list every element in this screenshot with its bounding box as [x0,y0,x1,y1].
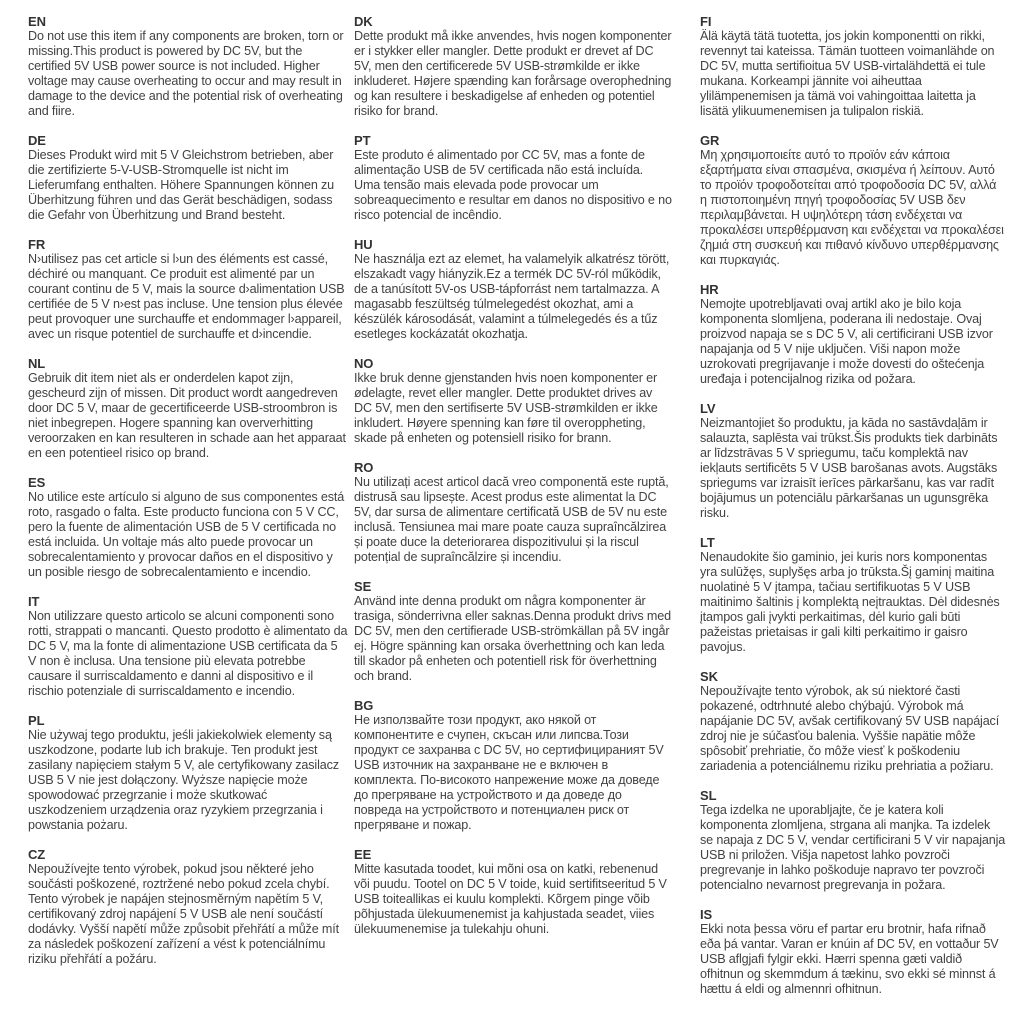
section-hu [354,237,672,342]
warning-text: Mitte kasutada toodet, kui mõni osa on katki, rebenenud või puudu. Tootel on DC 5 V toide, kuid sertifitseeritud 5 V USB toiteallikas ei kuulu komplekti. Kõrgem pinge võib põhjustada ülekuumenemist ja kahjustada seadet, viies ülekuumenemise ja tulekahju ohuni. [354,862,667,936]
section-lv [700,401,1006,521]
language-code: LT [700,535,715,550]
warning-text: Nepoužívejte tento výrobek, pokud jsou některé jeho součásti poškozené, roztržené nebo pokud zcela chybí. Tento výrobek je napájen stejnosměrným napětím 5 V, certifikovaný zdroj napájení 5 V USB ale není součástí dodávky. Vyšší napětí může způsobit přehřátí a může mít za následek poškození zařízení a vést k potenciálnímu riziku přehřátí a požáru. [28,862,339,966]
section-it [28,594,348,699]
section-fi [700,14,1006,119]
warning-text: Nepoužívajte tento výrobok, ak sú niektoré časti pokazené, odtrhnuté alebo chýbajú. Výrobok má napájanie DC 5V, avšak certifikovaný 5V USB napájací zdroj nie je súčasťou balenia. Vyššie napätie môže spôsobiť prehriatie, čo môže viesť k poškodeniu zariadenia a potenciálnemu riziku prehriatia a požiaru. [700,684,1000,773]
warning-text: N›utilisez pas cet article si l›un des éléments est cassé, déchiré ou manquant. Ce produit est alimenté par un courant continu de 5 V, mais la source d›alimentation USB certifiée de 5 V n›est pas incluse. Une tension plus élevée peut provoquer une surchauffe et endommager l›appareil, avec un risque potentiel de surchauffe et d›incendie. [28,252,345,341]
warning-text: Neizmantojiet šo produktu, ja kāda no sastāvdaļām ir salauzta, saplēsta vai trūkst.Šis produkts tiek darbināts ar līdzstrāvas 5 V spriegumu, taču komplektā nav iekļauts sertificēts 5 V USB barošanas avots. Augstāks spriegums var izraisīt ierīces pārkaršanu, kas var radīt bojājumus un potenciālu pārkaršanas un ugunsgrēka risku. [700,416,998,520]
section-es [28,475,348,580]
section-ro [354,460,672,565]
language-code: NO [354,356,374,371]
section-hr [700,282,1006,387]
language-code: PT [354,133,371,148]
language-code: HR [700,282,719,297]
section-is [700,907,1006,997]
language-code: SE [354,579,372,594]
warning-text: Nemojte upotrebljavati ovaj artikl ako je bilo koja komponenta slomljena, poderana ili nedostaje. Ovaj proizvod napaja se s DC 5 V, ali certificirani USB izvor napajanja od 5 V nije uključen. Viši napon može uzrokovati pregrijavanje i može dovesti do oštećenja uređaja i potencijalnog rizika od požara. [700,297,993,386]
language-code: EN [28,14,46,29]
section-fr [28,237,348,342]
column-2 [354,14,672,1011]
section-ee [354,847,672,937]
column-3 [700,14,1006,1011]
language-code: IS [700,907,713,922]
section-sl [700,788,1006,893]
warning-text: Gebruik dit item niet als er onderdelen kapot zijn, gescheurd zijn of missen. Dit product wordt aangedreven door DC 5 V, maar de gecertificeerde USB-stroombron is niet inbegrepen. Hogere spanning kan oververhitting veroorzaken en kan resulteren in schade aan het apparaat en een potentieel risico op brand. [28,371,346,460]
language-code: ES [28,475,46,490]
warning-text: No utilice este artículo si alguno de sus componentes está roto, rasgado o falta. Este producto funciona con 5 V CC, pero la fuente de alimentación USB de 5 V certificada no está incluida. Un voltaje más alto puede provocar un sobrecalentamiento y provocar daños en el dispositivo y un posible riesgo de sobrecalentamiento e incendio. [28,490,345,579]
warning-text: Älä käytä tätä tuotetta, jos jokin komponentti on rikki, revennyt tai kateissa. Tämän tuotteen voimanlähde on DC 5V, mutta sertifioitua 5V USB-virtalähdettä ei tule mukana. Korkeampi jännite voi aiheuttaa ylilämpenemisen ja tämä voi vahingoittaa laitetta ja lisätä ylikuumenemisen ja tulipalon riskiä. [700,29,995,118]
section-se [354,579,672,684]
section-pt [354,133,672,223]
warning-text: Non utilizzare questo articolo se alcuni componenti sono rotti, strappati o mancanti. Questo prodotto è alimentato da DC 5 V, ma la fonte di alimentazione USB certificata da 5 V non è inclusa. Una tensione più elevata potrebbe causare il surriscaldamento e danni al dispositivo e il rischio potenziale di surriscaldamento e incendio. [28,609,348,698]
warning-text: Μη χρησιμοποιείτε αυτό το προϊόν εάν κάποια εξαρτήματα είναι σπασμένα, σκισμένα ή λείπουν. Αυτό το προϊόν τροφοδοτείται από τροφοδοσία DC 5V, αλλά η πιστοποιημένη πηγή τροφοδοσίας 5V USB δεν περιλαμβάνεται. Η υψηλότερη τάση ενδέχεται να προκαλέσει υπερθέρμανση και ενδέχεται να προκαλέσει ζημιά στη συσκευή και πιθανό κίνδυνο υπερθέρμανσης και πυρκαγιάς. [700,148,1004,267]
warning-text: Do not use this item if any components are broken, torn or missing.This product is powered by DC 5V, but the certified 5V USB power source is not included. Higher voltage may cause overheating to occur and may result in damage to the device and the potential risk of overheating and fiire. [28,29,344,118]
language-code: FR [28,237,46,252]
section-sk [700,669,1006,774]
language-code: SL [700,788,717,803]
language-code: GR [700,133,720,148]
language-code: FI [700,14,712,29]
warning-text: Nenaudokite šio gaminio, jei kuris nors komponentas yra sulūžęs, suplyšęs arba jo trūksta.Šį gaminį maitina nuolatinė 5 V įtampa, tačiau sertifikuotas 5 V USB maitinimo šaltinis į komplektą neįtrauktas. Dėl didesnės įtampos gali įvykti perkaitimas, dėl kurio gali būti pažeistas prietaisas ir gali kilti perkaitimo ir gaisro pavojus. [700,550,1000,654]
language-code: DE [28,133,46,148]
language-code: EE [354,847,372,862]
warning-text: Este produto é alimentado por CC 5V, mas a fonte de alimentação USB de 5V certificada não está incluída. Uma tensão mais elevada pode provocar um sobreaquecimento e resultar em danos no dispositivo e no risco potencial de incêndio. [354,148,672,222]
column-1 [28,14,348,1011]
section-en [28,14,348,119]
section-no [354,356,672,446]
section-de [28,133,348,223]
warning-text: Tega izdelka ne uporabljajte, če je katera koli komponenta zlomljena, strgana ali manjka. Ta izdelek se napaja z DC 5 V, vendar certificirani 5 V vir napajanja USB ni priložen. Višja napetost lahko povzroči pregrevanje in lahko poškoduje napravo ter povzroči potencialno nevarnost pregrevanja in požara. [700,803,1006,892]
warning-text: Ikke bruk denne gjenstanden hvis noen komponenter er ødelagte, revet eller mangler. Dette produktet drives av DC 5V, men den sertifiserte 5V USB-strømkilden er ikke inkludert. Høyere spenning kan føre til overoppheting, skade på enheten og potensiell risiko for brann. [354,371,658,445]
warning-text: Använd inte denna produkt om några komponenter är trasiga, sönderrivna eller saknas.Denna produkt drivs med DC 5V, men den certifierade USB-strömkällan på 5V ingår ej. Högre spänning kan orsaka överhettning och kan leda till skador på enheten och potentiell risk för överhettning och brand. [354,594,671,683]
warning-text: Dette produkt må ikke anvendes, hvis nogen komponenter er i stykker eller mangler. Dette produkt er drevet af DC 5V, men den certificerede 5V USB-strømkilde er ikke inkluderet. Højere spænding kan forårsage overophedning og kan resultere i beskadigelse af enheden og potentiel risiko for brand. [354,29,672,118]
language-code: PL [28,713,45,728]
language-code: CZ [28,847,46,862]
section-bg [354,698,672,833]
language-code: HU [354,237,373,252]
section-gr [700,133,1006,268]
section-dk [354,14,672,119]
warning-text: Ne használja ezt az elemet, ha valamelyik alkatrész törött, elszakadt vagy hiányzik.Ez a termék DC 5V-ról működik, de a tanúsított 5V-os USB-tápforrást nem tartalmazza. A magasabb feszültség túlmelegedést okozhat, ami a készülék károsodását, valamint a túlmelegedés és a tűz esetleges kockázatát okozhatja. [354,252,670,341]
warning-text: Не използвайте този продукт, ако някой от компонентите е счупен, скъсан или липсва.Този продукт се захранва с DC 5V, но сертифицираният 5V USB източник на захранване не е включен в комплекта. По-високото напрежение може да доведе до прегряване на устройството и да доведе до повреда на устройството и потенциален риск от прегряване и пожар. [354,713,664,832]
language-code: IT [28,594,40,609]
warning-text: Ekki nota þessa vöru ef partar eru brotnir, hafa rifnað eða þá vantar. Varan er knúin af DC 5V, en vottaður 5V USB aflgjafi fylgir ekki. Hærri spenna gæti valdið ofhitnun og skemmdum á tækinu, svo ekki sé minnst á hættu á eldi og almennri ofhitnun. [700,922,999,996]
language-code: RO [354,460,374,475]
language-code: SK [700,669,718,684]
section-nl [28,356,348,461]
language-code: LV [700,401,716,416]
warning-text: Dieses Produkt wird mit 5 V Gleichstrom betrieben, aber die zertifizierte 5-V-USB-Stromquelle ist nicht im Lieferumfang enthalten. Höhere Spannungen können zu Überhitzung führen und das Gerät beschädigen, sodass die Gefahr von Überhitzung und Brand besteht. [28,148,335,222]
language-code: DK [354,14,373,29]
language-code: NL [28,356,46,371]
warning-text: Nie używaj tego produktu, jeśli jakiekolwiek elementy są uszkodzone, podarte lub ich brakuje. Ten produkt jest zasilany napięciem stałym 5 V, ale certyfikowany zasilacz USB 5 V nie jest dołączony. Wyższe napięcie może spowodować przegrzanie i może skutkować uszkodzeniem urządzenia oraz ryzykiem przegrzania i powstania pożaru. [28,728,339,832]
section-pl [28,713,348,833]
warning-text: Nu utilizați acest articol dacă vreo componentă este ruptă, distrusă sau lipsește. Acest produs este alimentat la DC 5V, dar sursa de alimentare certificată USB de 5V nu este inclusă. Tensiunea mai mare poate cauza supraîncălzirea și poate duce la deteriorarea dispozitivului și la riscul potențial de supraîncălzire și incendiu. [354,475,669,564]
section-lt [700,535,1006,655]
section-cz [28,847,348,967]
language-code: BG [354,698,374,713]
